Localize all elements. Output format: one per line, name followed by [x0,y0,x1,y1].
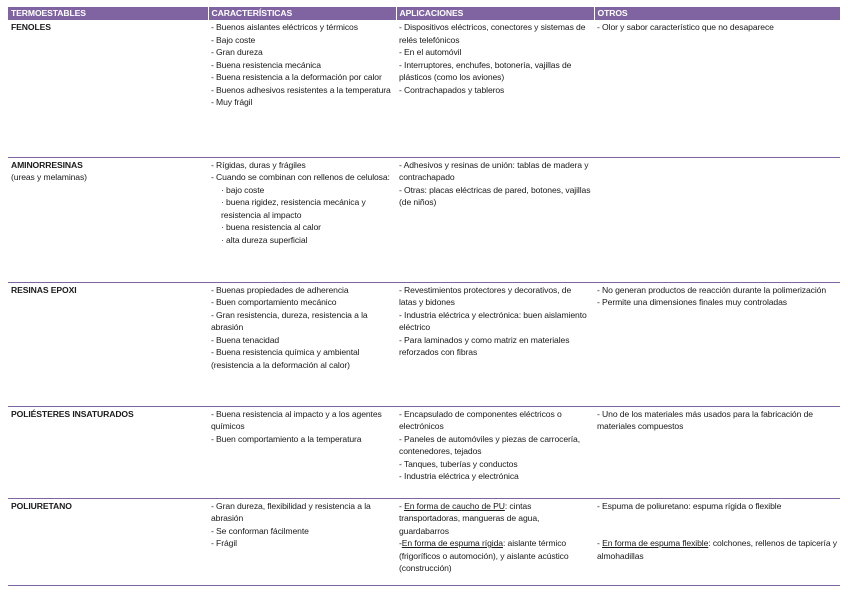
list-item: - Tanques, tuberías y conductos [399,458,518,469]
material-cell [8,20,208,157]
otros-cell [594,282,840,406]
table-header-row [8,7,840,20]
material-cell [8,406,208,498]
list-item [597,537,837,562]
material-name: POLIURETANO [11,500,72,511]
list-item: - Para laminados y como matriz en materiales reforzados con fibras [399,334,570,357]
material-subname: (ureas y melaminas) [11,172,87,182]
list-item: - Industria eléctrica y electrónica: buen aislamiento eléctrico [399,309,587,332]
list-item-prefix: - [399,500,405,511]
list-item: - Bajo coste [211,34,256,45]
caracteristicas-cell [208,282,396,406]
list-item-underlined: En forma de caucho de PU [404,500,505,511]
list-item: - Buen comportamiento a la temperatura [211,433,362,444]
table-row [8,282,840,406]
otros-cell [594,406,840,498]
header-otros: OTROS [594,7,840,20]
otros-cell [594,157,840,282]
list-item: - Gran dureza, flexibilidad y resistencia a la abrasión [211,500,371,523]
list-item-underlined: En forma de espuma flexible [602,538,709,548]
list-item: - Buena resistencia química y ambiental (resistencia a la deformación al calor) [211,347,360,370]
list-item: - Permite una dimensiones finales muy controladas [597,297,787,307]
aplicaciones-cell [396,406,594,498]
aplicaciones-cell [396,498,594,585]
list-item: - Interruptores, enchufes, botonería, vajillas de plásticos (como los aviones) [399,59,572,82]
list-item: - Frágil [211,538,237,548]
header-termoestables: TERMOESTABLES [8,7,208,20]
sub-list-item: · alta dureza superficial [221,234,308,245]
list-item-prefix: - [597,538,603,548]
list-item: - Buena tenacidad [211,334,280,345]
aplicaciones-cell [396,282,594,406]
list-item: - Buenas propiedades de adherencia [211,284,349,295]
list-item: - Industria eléctrica y electrónica [399,471,519,481]
list-item: - Gran resistencia, dureza, resistencia a la abrasión [211,309,368,332]
spacer [597,525,837,538]
caracteristicas-cell [208,157,396,282]
material-name: AMINORRESINAS [11,159,83,170]
list-item: - Buenos adhesivos resistentes a la temperatura [211,84,391,95]
table-row [8,20,840,157]
list-item: - Buena resistencia mecánica [211,59,321,70]
list-item: - Buena resistencia al impacto y a los agentes químicos [211,408,382,431]
sub-list-item: · buena resistencia al calor [221,222,321,232]
thermosets-table [8,7,840,586]
list-item: - Revestimientos protectores y decorativos, de latas y bidones [399,284,572,307]
aplicaciones-cell [396,20,594,157]
list-item-rest: : cintas transportadoras, mangueras de agua, guardabarros [399,500,540,536]
list-item: - Paneles de automóviles y piezas de carrocería, contenedores, tejados [399,433,581,456]
caracteristicas-cell [208,406,396,498]
material-cell [8,498,208,585]
list-item-prefix: - [399,538,402,548]
list-item: - Otras: placas eléctricas de pared, botones, vajillas (de niños) [399,184,591,207]
list-item [399,537,591,575]
spacer [597,512,837,525]
list-item: - No generan productos de reacción durante la polimerización [597,284,827,295]
list-item: - Buena resistencia a la deformación por calor [211,72,382,82]
caracteristicas-cell [208,20,396,157]
list-item: - Buen comportamiento mecánico [211,297,337,307]
otros-cell [594,498,840,585]
list-item: - Uno de los materiales más usados para la fabricación de materiales compuestos [597,408,813,431]
table-row [8,157,840,282]
aplicaciones-cell [396,157,594,282]
list-item: - En el automóvil [399,47,462,57]
caracteristicas-cell [208,498,396,585]
list-item: - Gran dureza [211,47,263,57]
list-item: - Buenos aislantes eléctricos y térmicos [211,22,358,32]
list-item-underlined: En forma de espuma rígida [401,538,503,548]
table-row [8,498,840,585]
list-item: - Adhesivos y resinas de unión: tablas de madera y contrachapado [399,159,589,182]
material-name: POLIÉSTERES INSATURADOS [11,408,134,419]
header-aplicaciones: APLICACIONES [396,7,594,20]
list-item: - Se conforman fácilmente [211,525,309,536]
sub-list-item: · buena rigidez, resistencia mecánica y resistencia al impacto [221,197,366,220]
list-item: - Rígidas, duras y frágiles [211,159,306,170]
material-name: RESINAS EPOXI [11,284,77,295]
material-name: FENOLES [11,22,51,32]
sub-list-item: · bajo coste [221,184,265,195]
list-item: - Contrachapados y tableros [399,84,505,95]
list-item: - Olor y sabor característico que no desaparece [597,22,774,32]
list-item [399,500,591,538]
material-cell [8,282,208,406]
material-cell [8,157,208,282]
list-item-rest: : aislante térmico (frigoríficos o automoción), y aislante acústico (construcción) [399,538,569,573]
list-item-rest: : colchones, rellenos de tapicería y almohadillas [597,538,838,561]
list-item: - Muy frágil [211,97,253,107]
table-row [8,406,840,498]
header-caracteristicas: CARACTERÍSTICAS [208,7,396,20]
list-item: - Encapsulado de componentes eléctricos o electrónicos [399,408,562,431]
list-item: - Cuando se combinan con rellenos de celulosa: [211,172,390,182]
list-item: - Dispositivos eléctricos, conectores y sistemas de relés telefónicos [399,22,586,45]
list-item: - Espuma de poliuretano: espuma rígida o flexible [597,500,782,511]
otros-cell [594,20,840,157]
